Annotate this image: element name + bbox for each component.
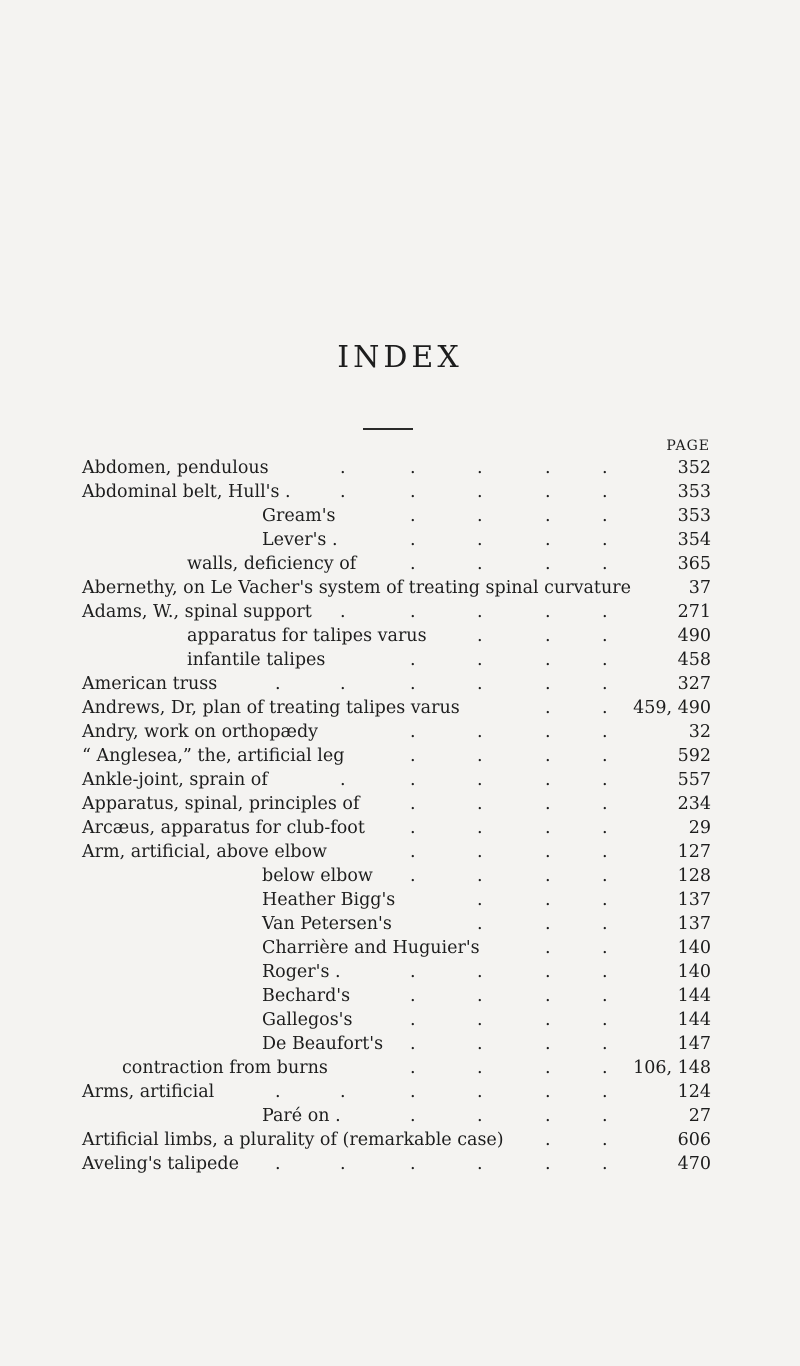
index-entry: [0, 672, 800, 696]
leader-dot: .: [477, 1154, 483, 1174]
entry-term: infantile talipes: [187, 650, 326, 670]
leader-dot: .: [602, 650, 608, 670]
index-entries: [0, 456, 800, 1176]
index-entry: [0, 816, 800, 840]
index-entry: [0, 528, 800, 552]
entry-term: Gream's: [262, 506, 336, 526]
index-entry: [0, 840, 800, 864]
page-column-header: PAGE: [666, 438, 710, 454]
entry-page: 147: [677, 1034, 711, 1054]
leader-dot: .: [602, 890, 608, 910]
entry-page: 353: [677, 506, 711, 526]
leader-dot: .: [545, 1082, 551, 1102]
leader-dot: .: [602, 530, 608, 550]
index-entry: [0, 1056, 800, 1080]
leader-dot: .: [545, 746, 551, 766]
leader-dot: .: [410, 506, 416, 526]
title-rule: [363, 428, 413, 430]
entry-term: American truss: [82, 674, 218, 694]
entry-term: “ Anglesea,” the, artificial leg: [82, 746, 345, 766]
leader-dot: .: [602, 842, 608, 862]
entry-page: 37: [688, 578, 711, 598]
leader-dot: .: [477, 674, 483, 694]
entry-page: 27: [688, 1106, 711, 1126]
index-entry: [0, 1152, 800, 1176]
leader-dot: .: [545, 530, 551, 550]
leader-dot: .: [410, 818, 416, 838]
leader-dot: .: [477, 914, 483, 934]
entry-term: Charrière and Huguier's: [262, 938, 480, 958]
leader-dot: .: [477, 1034, 483, 1054]
entry-term: Lever's .: [262, 530, 338, 550]
entry-page: 140: [677, 938, 711, 958]
entry-page: 128: [677, 866, 711, 886]
leader-dot: .: [410, 530, 416, 550]
leader-dot: .: [477, 770, 483, 790]
leader-dot: .: [545, 770, 551, 790]
leader-dot: .: [545, 938, 551, 958]
leader-dot: .: [410, 554, 416, 574]
entry-page: 29: [688, 818, 711, 838]
leader-dot: .: [602, 722, 608, 742]
index-entry: [0, 1128, 800, 1152]
index-entry: [0, 792, 800, 816]
leader-dot: .: [545, 602, 551, 622]
leader-dot: .: [602, 674, 608, 694]
entry-page: 557: [677, 770, 711, 790]
leader-dot: .: [545, 1010, 551, 1030]
leader-dot: .: [477, 818, 483, 838]
leader-dot: .: [602, 554, 608, 574]
entry-page: 137: [677, 890, 711, 910]
entry-page: 234: [677, 794, 711, 814]
leader-dot: .: [545, 866, 551, 886]
entry-term: Van Petersen's: [262, 914, 392, 934]
entry-page: 327: [677, 674, 711, 694]
entry-page: 354: [677, 530, 711, 550]
entry-term: contraction from burns: [122, 1058, 328, 1078]
leader-dot: .: [477, 962, 483, 982]
leader-dot: .: [602, 1058, 608, 1078]
leader-dot: .: [602, 1010, 608, 1030]
leader-dot: .: [477, 602, 483, 622]
entry-page: 470: [677, 1154, 711, 1174]
leader-dot: .: [477, 554, 483, 574]
entry-term: Gallegos's: [262, 1010, 353, 1030]
leader-dot: .: [477, 842, 483, 862]
leader-dot: .: [410, 674, 416, 694]
leader-dot: .: [602, 1130, 608, 1150]
index-entry: [0, 768, 800, 792]
leader-dot: .: [602, 458, 608, 478]
leader-dot: .: [340, 674, 346, 694]
leader-dot: .: [545, 818, 551, 838]
leader-dot: .: [477, 650, 483, 670]
entry-term: Arm, artificial, above elbow: [82, 842, 328, 862]
leader-dot: .: [545, 1154, 551, 1174]
entry-page: 458: [677, 650, 711, 670]
entry-term: Aveling's talipede: [82, 1154, 239, 1174]
index-entry: [0, 1032, 800, 1056]
leader-dot: .: [545, 626, 551, 646]
leader-dot: .: [410, 1154, 416, 1174]
leader-dot: .: [477, 890, 483, 910]
leader-dot: .: [340, 1082, 346, 1102]
entry-term: Andrews, Dr, plan of treating talipes varus: [82, 698, 460, 718]
leader-dot: .: [477, 986, 483, 1006]
leader-dot: .: [602, 866, 608, 886]
leader-dot: .: [602, 746, 608, 766]
leader-dot: .: [602, 986, 608, 1006]
index-entry: [0, 960, 800, 984]
index-entry: [0, 744, 800, 768]
entry-page: 365: [677, 554, 711, 574]
leader-dot: .: [410, 986, 416, 1006]
index-entry: [0, 456, 800, 480]
index-entry: [0, 1008, 800, 1032]
leader-dot: .: [340, 1154, 346, 1174]
index-entry: [0, 1080, 800, 1104]
leader-dot: .: [602, 602, 608, 622]
leader-dot: .: [477, 626, 483, 646]
entry-term: Abdominal belt, Hull's .: [82, 482, 291, 502]
leader-dot: .: [410, 962, 416, 982]
entry-term: Adams, W., spinal support: [82, 602, 312, 622]
leader-dot: .: [275, 1082, 281, 1102]
index-entry: [0, 984, 800, 1008]
leader-dot: .: [545, 482, 551, 502]
entry-term: apparatus for talipes varus: [187, 626, 427, 646]
entry-page: 606: [677, 1130, 711, 1150]
entry-term: Roger's .: [262, 962, 341, 982]
leader-dot: .: [602, 506, 608, 526]
entry-term: Arcæus, apparatus for club-foot: [82, 818, 365, 838]
index-entry: [0, 696, 800, 720]
leader-dot: .: [545, 458, 551, 478]
leader-dot: .: [410, 650, 416, 670]
entry-page: 127: [677, 842, 711, 862]
entry-term: Artificial limbs, a plurality of (remarkable case): [82, 1130, 504, 1150]
leader-dot: .: [545, 1058, 551, 1078]
entry-page: 592: [677, 746, 711, 766]
leader-dot: .: [545, 1106, 551, 1126]
leader-dot: .: [602, 818, 608, 838]
leader-dot: .: [410, 1082, 416, 1102]
entry-page: 137: [677, 914, 711, 934]
leader-dot: .: [602, 962, 608, 982]
leader-dot: .: [545, 794, 551, 814]
leader-dot: .: [602, 914, 608, 934]
leader-dot: .: [602, 794, 608, 814]
entry-page: 124: [677, 1082, 711, 1102]
leader-dot: .: [410, 482, 416, 502]
leader-dot: .: [410, 458, 416, 478]
entry-term: Arms, artificial: [82, 1082, 215, 1102]
entry-term: below elbow: [262, 866, 373, 886]
leader-dot: .: [477, 1106, 483, 1126]
index-entry: [0, 864, 800, 888]
leader-dot: .: [477, 746, 483, 766]
leader-dot: .: [275, 674, 281, 694]
leader-dot: .: [477, 458, 483, 478]
entry-page: 140: [677, 962, 711, 982]
leader-dot: .: [545, 1130, 551, 1150]
leader-dot: .: [545, 674, 551, 694]
index-entry: [0, 720, 800, 744]
entry-term: Heather Bigg's: [262, 890, 396, 910]
leader-dot: .: [545, 650, 551, 670]
entry-term: Ankle-joint, sprain of: [82, 770, 268, 790]
leader-dot: .: [340, 482, 346, 502]
leader-dot: .: [602, 698, 608, 718]
entry-page: 144: [677, 986, 711, 1006]
leader-dot: .: [410, 1058, 416, 1078]
entry-term: Abdomen, pendulous: [82, 458, 269, 478]
leader-dot: .: [410, 794, 416, 814]
entry-term: Apparatus, spinal, principles of: [82, 794, 360, 814]
entry-page: 32: [688, 722, 711, 742]
leader-dot: .: [602, 1154, 608, 1174]
leader-dot: .: [477, 722, 483, 742]
leader-dot: .: [545, 962, 551, 982]
leader-dot: .: [545, 986, 551, 1006]
leader-dot: .: [340, 602, 346, 622]
entry-page: 459, 490: [633, 698, 711, 718]
leader-dot: .: [410, 722, 416, 742]
leader-dot: .: [602, 482, 608, 502]
leader-dot: .: [340, 770, 346, 790]
leader-dot: .: [410, 842, 416, 862]
entry-page: 490: [677, 626, 711, 646]
leader-dot: .: [477, 530, 483, 550]
leader-dot: .: [477, 794, 483, 814]
page-title: INDEX: [337, 340, 463, 375]
leader-dot: .: [410, 602, 416, 622]
entry-page: 271: [677, 602, 711, 622]
entry-page: 353: [677, 482, 711, 502]
leader-dot: .: [477, 1082, 483, 1102]
leader-dot: .: [477, 866, 483, 886]
index-entry: [0, 912, 800, 936]
index-entry: [0, 624, 800, 648]
leader-dot: .: [602, 770, 608, 790]
index-entry: [0, 504, 800, 528]
leader-dot: .: [545, 698, 551, 718]
index-entry: [0, 600, 800, 624]
leader-dot: .: [602, 1082, 608, 1102]
leader-dot: .: [602, 938, 608, 958]
entry-page: 106, 148: [633, 1058, 711, 1078]
leader-dot: .: [545, 842, 551, 862]
entry-page: 352: [677, 458, 711, 478]
entry-term: Abernethy, on Le Vacher's system of treating spinal curvature: [82, 578, 631, 598]
index-entry: [0, 936, 800, 960]
leader-dot: .: [545, 1034, 551, 1054]
leader-dot: .: [602, 1034, 608, 1054]
entry-term: Bechard's: [262, 986, 351, 1006]
leader-dot: .: [477, 1058, 483, 1078]
entry-term: De Beaufort's: [262, 1034, 384, 1054]
leader-dot: .: [477, 482, 483, 502]
leader-dot: .: [477, 1010, 483, 1030]
index-entry: [0, 648, 800, 672]
index-entry: [0, 888, 800, 912]
leader-dot: .: [545, 554, 551, 574]
leader-dot: .: [410, 746, 416, 766]
index-entry: [0, 480, 800, 504]
index-entry: [0, 576, 800, 600]
leader-dot: .: [602, 626, 608, 646]
leader-dot: .: [545, 506, 551, 526]
entry-page: 144: [677, 1010, 711, 1030]
leader-dot: .: [340, 458, 346, 478]
entry-term: Paré on .: [262, 1106, 341, 1126]
leader-dot: .: [477, 506, 483, 526]
leader-dot: .: [410, 1034, 416, 1054]
entry-term: Andry, work on orthopædy: [82, 722, 319, 742]
leader-dot: .: [545, 722, 551, 742]
leader-dot: .: [545, 914, 551, 934]
leader-dot: .: [410, 1106, 416, 1126]
index-entry: [0, 552, 800, 576]
leader-dot: .: [545, 890, 551, 910]
leader-dot: .: [602, 1106, 608, 1126]
leader-dot: .: [410, 1010, 416, 1030]
leader-dot: .: [275, 1154, 281, 1174]
leader-dot: .: [410, 866, 416, 886]
leader-dot: .: [410, 770, 416, 790]
index-entry: [0, 1104, 800, 1128]
entry-term: walls, deficiency of: [187, 554, 357, 574]
